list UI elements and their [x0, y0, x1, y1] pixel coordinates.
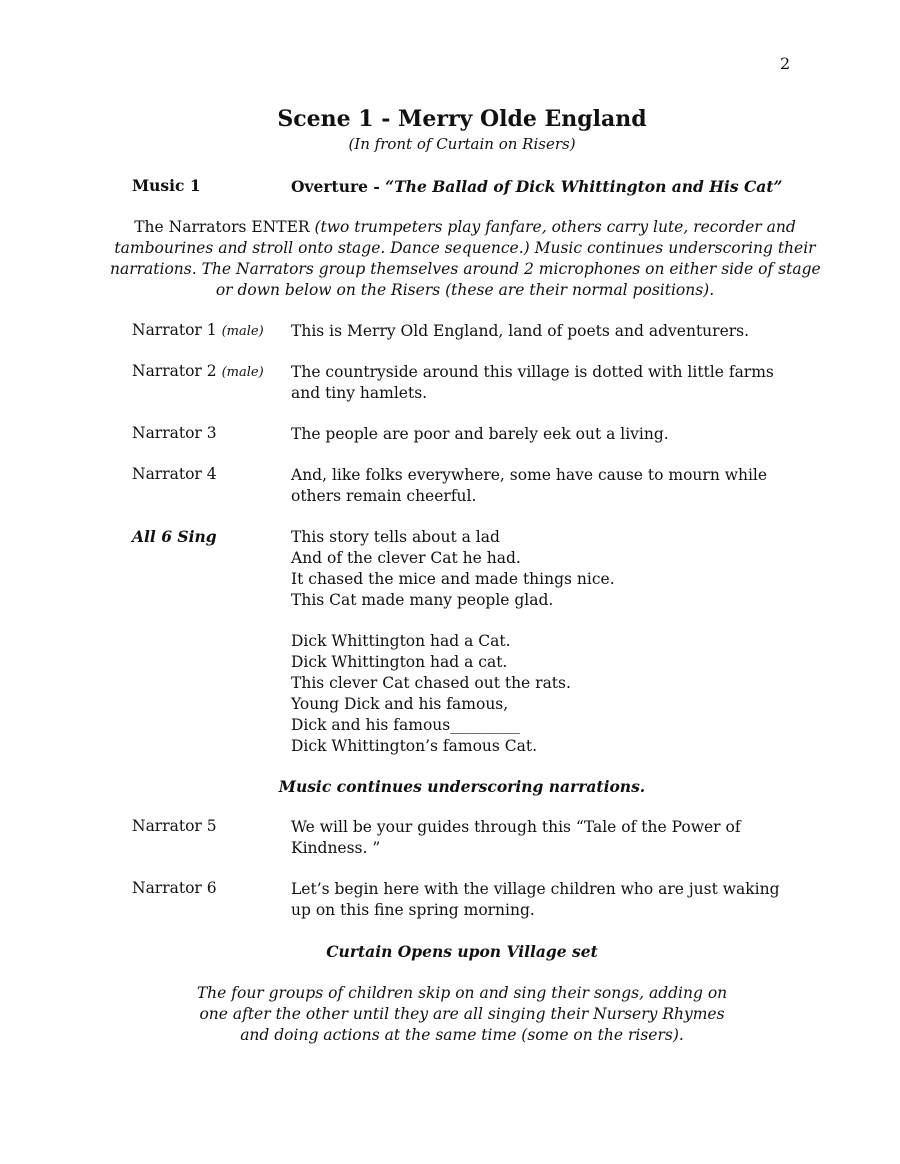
scene-title: Scene 1 - Merry Olde England: [277, 106, 647, 132]
music-cue-label: Music 1: [132, 176, 201, 195]
narrator-4-label: Narrator 4: [132, 465, 217, 483]
stage-direction-entrance: [110, 217, 820, 301]
stage-direction-line: and doing actions at the same time (some on the risers).: [240, 1026, 684, 1044]
dialogue-line: Let’s begin here with the village children who are just waking: [291, 880, 780, 898]
stage-direction-line: (two trumpeters play fanfare, others carry lute, recorder and: [314, 218, 796, 236]
speaker-name: Narrator 2: [132, 362, 222, 380]
lyric-line: Dick and his famous_________: [291, 716, 520, 734]
overture-line: [291, 176, 811, 197]
narrator-6-line: [291, 879, 791, 921]
stage-direction-line: The four groups of children skip on and sing their songs, adding on: [196, 984, 728, 1002]
narrator-1-line: This is Merry Old England, land of poets and adventurers.: [291, 322, 750, 340]
lyric-line: Dick Whittington had a cat.: [291, 653, 508, 671]
narrator-1-label: [132, 321, 264, 339]
dialogue-line: up on this fine spring morning.: [291, 901, 535, 919]
narrator-6-label: Narrator 6: [132, 879, 217, 897]
narrator-2-line: [291, 362, 791, 404]
page-number: 2: [780, 54, 791, 73]
stage-direction-line: one after the other until they are all singing their Nursery Rhymes: [199, 1005, 725, 1023]
dialogue-line: Kindness. ”: [291, 839, 381, 857]
stage-direction-line: narrations. The Narrators group themselves around 2 microphones on either side of stage: [110, 260, 821, 278]
speaker-note: (male): [221, 365, 264, 380]
lyric-line: Dick Whittington had a Cat.: [291, 632, 511, 650]
dialogue-line: others remain cheerful.: [291, 487, 477, 505]
lyric-line: Dick Whittington’s famous Cat.: [291, 737, 538, 755]
speaker-name: Narrator 1: [132, 321, 222, 339]
dialogue-line: The countryside around this village is dotted with little farms: [291, 363, 774, 381]
narrator-3-line: The people are poor and barely eek out a living.: [291, 425, 669, 443]
music-note: Music continues underscoring narrations.: [278, 777, 646, 796]
dialogue-line: and tiny hamlets.: [291, 384, 428, 402]
lyric-line: It chased the mice and made things nice.: [291, 570, 615, 588]
song-verse-2: [291, 631, 791, 757]
stage-direction-line: tambourines and stroll onto stage. Dance sequence.) Music continues underscoring their: [114, 239, 816, 257]
curtain-note: Curtain Opens upon Village set: [326, 942, 598, 961]
overture-prefix: Overture -: [291, 177, 386, 196]
dialogue-line: We will be your guides through this “Tale of the Power of: [291, 818, 741, 836]
stage-direction-line: or down below on the Risers (these are their normal positions).: [215, 281, 715, 299]
narrator-2-label: [132, 362, 264, 380]
lyric-line: This story tells about a lad: [291, 528, 500, 546]
lyric-line: Young Dick and his famous,: [291, 695, 509, 713]
closing-stage-direction: [130, 983, 794, 1046]
narrator-3-label: Narrator 3: [132, 424, 217, 442]
narrator-5-label: Narrator 5: [132, 817, 217, 835]
narrator-4-line: [291, 465, 791, 507]
song-verse-1: [291, 527, 791, 611]
song-label: All 6 Sing: [132, 527, 217, 546]
lyric-line: This Cat made many people glad.: [291, 591, 554, 609]
stage-direction-intro: The Narrators ENTER: [134, 218, 315, 236]
speaker-note: (male): [221, 324, 264, 339]
lyric-line: This clever Cat chased out the rats.: [291, 674, 571, 692]
narrator-5-line: [291, 817, 791, 859]
scene-subtitle: (In front of Curtain on Risers): [348, 135, 576, 153]
dialogue-line: And, like folks everywhere, some have cause to mourn while: [291, 466, 768, 484]
lyric-line: And of the clever Cat he had.: [291, 549, 521, 567]
overture-title: “The Ballad of Dick Whittington and His Cat”: [385, 177, 783, 196]
